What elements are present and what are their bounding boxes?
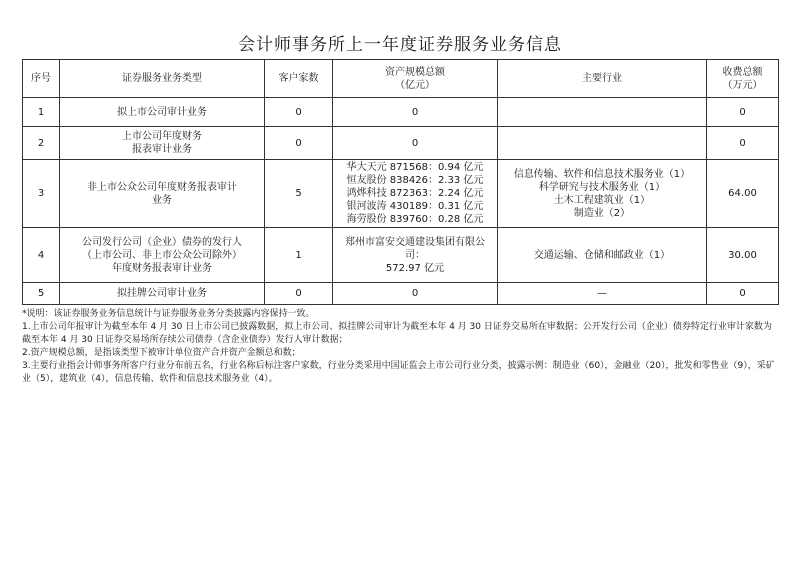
footnotes bbox=[22, 308, 778, 386]
cell-industry-line: 科学研究与技术服务业（1） bbox=[538, 181, 666, 193]
cell-clients: 0 bbox=[265, 98, 333, 127]
cell-assets-line: 恒友股份 838426：2.33 亿元 bbox=[346, 175, 484, 186]
cell-assets-line: 0 bbox=[411, 106, 419, 118]
cell-industry bbox=[498, 98, 707, 127]
cell-type bbox=[60, 98, 265, 127]
cell-assets-line: 鸿烨科技 872363：2.24 亿元 bbox=[346, 188, 484, 199]
cell-type-line: （上市公司、非上市公众公司除外） bbox=[82, 249, 242, 261]
cell-fee: 0 bbox=[707, 127, 779, 160]
cell-type-line: 年度财务报表审计业务 bbox=[112, 262, 212, 274]
cell-industry-line: 制造业（2） bbox=[573, 207, 631, 219]
cell-clients: 5 bbox=[265, 160, 333, 228]
cell-assets-line: 0 bbox=[411, 137, 419, 149]
table-row bbox=[23, 160, 779, 228]
cell-seq: 1 bbox=[23, 98, 60, 127]
page-title: 会计师事务所上一年度证券服务业务信息 bbox=[238, 35, 562, 55]
header-assets bbox=[333, 60, 498, 98]
cell-type-line: 拟上市公司审计业务 bbox=[117, 106, 207, 118]
cell-assets-line: 572.97 亿元 bbox=[385, 262, 445, 274]
cell-assets bbox=[333, 160, 498, 228]
footnote: 3.主要行业指会计师事务所客户行业分布前五名，行业名称后标注客户家数，行业分类采用中国证监会上市公司行业分类，披露示例：制造业（60），金融业（20），批发和零售业（9），采矿业（5），建筑业（4），信息传输、软件和信息技术服务业（4）。 bbox=[22, 361, 775, 384]
cell-type-line: 上市公司年度财务 bbox=[122, 131, 202, 142]
cell-type-line: 非上市公众公司年度财务报表审计 bbox=[87, 181, 237, 193]
cell-type-line: 报表审计业务 bbox=[132, 144, 192, 155]
cell-industry-line: — bbox=[597, 288, 607, 299]
cell-clients: 1 bbox=[265, 228, 333, 283]
table-row bbox=[23, 127, 779, 160]
footnote: *说明：该证券服务业务信息统计与证券服务业务分类披露内容保持一致。 bbox=[22, 309, 315, 319]
cell-type bbox=[60, 160, 265, 228]
cell-assets-line: 郑州市富安交通建设集团有限公司： bbox=[345, 236, 485, 261]
footnote: 1.上市公司年报审计为截至本年 4 月 30 日上市公司已披露数据，拟上市公司、拟挂牌公司审计为截至本年 4 月 30 日证券交易所在审数据；公开发行公司（企业）债券特定行业审计家数为截至本年 4 月 30 日证券交易场所存续公司债券（含企业债券）发行人审计数据； bbox=[22, 322, 772, 345]
cell-seq: 3 bbox=[23, 160, 60, 228]
cell-assets bbox=[333, 98, 498, 127]
cell-type bbox=[60, 283, 265, 305]
cell-seq: 5 bbox=[23, 283, 60, 305]
cell-fee: 30.00 bbox=[707, 228, 779, 283]
header-assets-line: 资产规模总额 bbox=[385, 66, 445, 78]
cell-fee: 0 bbox=[707, 98, 779, 127]
table-row bbox=[23, 98, 779, 127]
header-fee-unit: （万元） bbox=[722, 79, 763, 91]
header-fee bbox=[707, 60, 779, 98]
cell-industry bbox=[498, 160, 707, 228]
cell-assets-line: 海劳股份 839760：0.28 亿元 bbox=[346, 214, 484, 225]
cell-type bbox=[60, 127, 265, 160]
table-header-row bbox=[23, 60, 779, 98]
cell-industry-line: 土木工程建筑业（1） bbox=[553, 194, 651, 206]
cell-type bbox=[60, 228, 265, 283]
header-type: 证券服务业务类型 bbox=[60, 60, 265, 98]
cell-industry-line: 信息传输、软件和信息技术服务业（1） bbox=[513, 168, 691, 180]
header-industry: 主要行业 bbox=[498, 60, 707, 98]
cell-seq: 4 bbox=[23, 228, 60, 283]
header-assets-unit: （亿元） bbox=[395, 79, 435, 91]
header-seq: 序号 bbox=[23, 60, 60, 98]
cell-clients: 0 bbox=[265, 127, 333, 160]
cell-industry bbox=[498, 127, 707, 160]
cell-assets bbox=[333, 283, 498, 305]
cell-type-line: 公司发行公司（企业）债券的发行人 bbox=[82, 236, 242, 248]
cell-assets-line: 0 bbox=[411, 288, 419, 299]
header-clients: 客户家数 bbox=[265, 60, 333, 98]
header-fee-line: 收费总额 bbox=[722, 66, 763, 78]
cell-industry bbox=[498, 283, 707, 305]
cell-seq: 2 bbox=[23, 127, 60, 160]
cell-assets bbox=[333, 228, 498, 283]
table-row bbox=[23, 228, 779, 283]
cell-assets-line: 华大天元 871568：0.94 亿元 bbox=[346, 162, 484, 173]
cell-industry bbox=[498, 228, 707, 283]
table-row bbox=[23, 283, 779, 305]
securities-services-table bbox=[22, 59, 779, 305]
footnote: 2.资产规模总额，是指该类型下被审计单位资产合并资产金额总和数； bbox=[22, 348, 301, 358]
cell-type-line: 拟挂牌公司审计业务 bbox=[117, 288, 207, 299]
cell-clients: 0 bbox=[265, 283, 333, 305]
cell-industry-line: 交通运输、仓储和邮政业（1） bbox=[533, 249, 671, 261]
cell-type-line: 业务 bbox=[152, 194, 172, 206]
cell-assets bbox=[333, 127, 498, 160]
cell-fee: 64.00 bbox=[707, 160, 779, 228]
cell-fee: 0 bbox=[707, 283, 779, 305]
cell-assets-line: 银河波涛 430189：0.31 亿元 bbox=[346, 201, 484, 212]
